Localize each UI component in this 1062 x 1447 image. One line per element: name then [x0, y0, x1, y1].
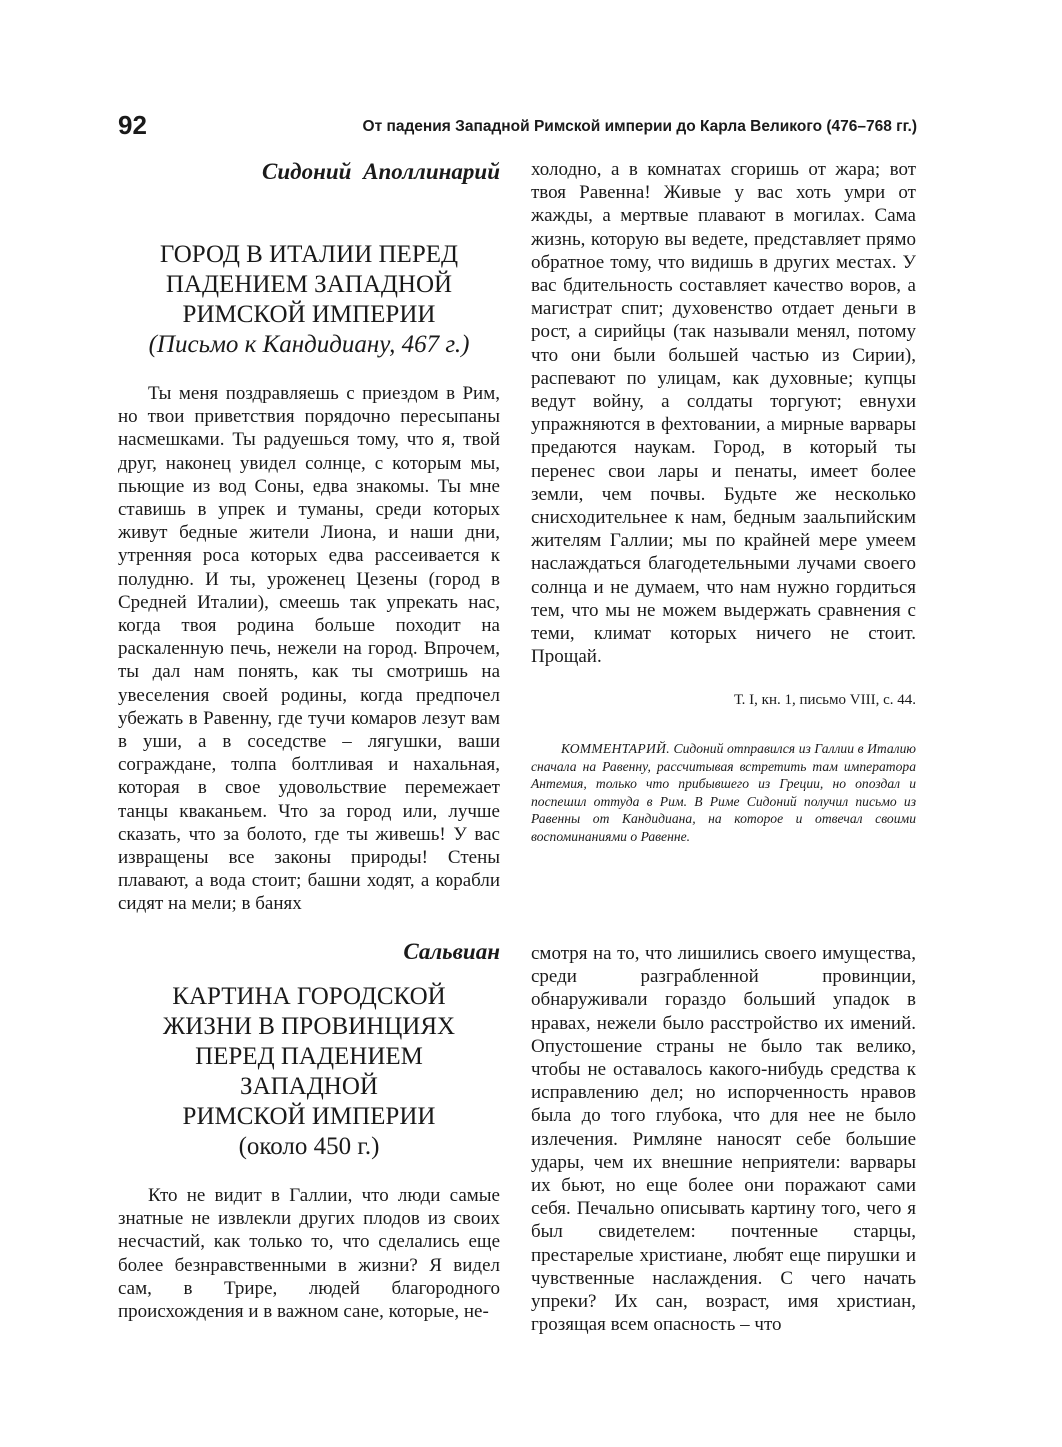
section2-title-line: РИМСКОЙ ИМПЕРИИ [182, 1103, 436, 1130]
section1-body-left: Ты меня поздравляешь с приездом в Рим, но твои приветствия порядочно пересыпаны насмешками. Ты радуешься тому, что я, твой друг, наконец увидел солнце, с которым мы, пьющие из вод Соны, едва знакомы. Ты мне ставишь в упрек и туманы, среди которых живут бедные жители Лиона, и наши дни, утренняя роса которых едва рассеивается к полудню. И ты, уроженец Цезены (город в Средней Италии), смеешь так упрекать нас, когда твоя родина больше походит на раскаленную печь, нежели на город. Впрочем, ты дал нам понять, как ты смотришь на увеселения своей родины, когда предпочел убежать в Равенну, где тучи комаров лезут вам в уши, а в соседстве – лягушки, ваши сограждане, толпа болтливая и нахальная, которая в свое удовольствие перемежает танцы кваканьем. Что за город или, лучше сказать, что за болото, где ты живешь! У вас извращены все законы природы! Стены плавают, а вода стоит; башни ходят, а корабли сидят на мели; в банях [118, 383, 500, 915]
section2-author: Сальвиан [403, 939, 500, 964]
section2-title-line: ЗАПАДНОЙ [240, 1073, 378, 1100]
page-number: 92 [118, 110, 147, 140]
section1-author: Сидоний Аполлинарий [262, 159, 500, 184]
section2-left-column [118, 938, 500, 1323]
section1-source: Т. I, кн. 1, письмо VIII, с. 44. [734, 692, 916, 709]
section2-subtitle: (около 450 г.) [238, 1133, 380, 1160]
section2-right-column [531, 942, 916, 1336]
section1-title-line: ГОРОД В ИТАЛИИ ПЕРЕД [159, 241, 459, 268]
commentary-text: Сидоний отправился из Галлии в Италию сначала на Равенну, рассчитывая встретить там императора Антемия, только что прибывшего из Греции, но опоздал и поспешил оттуда в Рим. В Риме Сидоний получил письмо из Равенны от Кандидиана, на которое и отвечал своими воспоминаниями о Равенне. [531, 741, 916, 844]
section1-right-column [531, 158, 916, 845]
section2-title [118, 982, 500, 1132]
section2-title-line: ПЕРЕД ПАДЕНИЕМ [195, 1043, 423, 1070]
section2-body-left: Кто не видит в Галлии, что люди самые знатные не извлекли других плодов из своих несчастий, как только то, что сделались еще более безнравственными в жизни? Я видел сам, в Трире, людей благородного происхождения и в важном сане, которые, не- [118, 1185, 500, 1323]
commentary-lead: КОММЕНТАРИЙ. [561, 741, 670, 757]
section1-title [118, 240, 500, 330]
section1-body-right: холодно, а в комнатах сгоришь от жара; вот твоя Равенна! Живые у вас хоть умри от жажды, а мертвые плавают в могилах. Сама жизнь, которую вы ведете, представляет прямо обратное тому, что видишь в других местах. У вас бдительность составляет качество воров, а магистрат спит; духовенство отдает деньги в рост, а сирийцы (так называли менял, потому что они были большей частью из Сирии), распевают по улицам, как духовные; купцы ведут войну, а солдаты торгуют; евнухи упражняются в фехтовании, а мирные варвары предаются наукам. Город, в который ты перенес свои лары и пенаты, имеет более земли, чем почвы. Будьте же несколько снисходительнее к нам, бедным заальпийским жителям Галлии; мы по крайней мере умеем наслаждаться благодетельными лучами своего солнца и не думаем, что нам нужно гордиться тем, что мы не можем выдержать сравнения с теми, климат которых ничего не стоит. Прощай. [531, 159, 916, 668]
section1-title-line: ПАДЕНИЕМ ЗАПАДНОЙ [165, 271, 453, 298]
running-head: От падения Западной Римской империи до Карла Великого (476–768 гг.) [362, 118, 917, 135]
section2-body-right: смотря на то, что лишились своего имущества, среди разграбленной провинции, обнаруживали гораздо больший упадок в нравах, нежели было расстройство их имений. Опустошение страны не было так велико, чтобы не оставалось какого-нибудь средства к исправлению дел; но испорченность нравов была до того глубока, что для нее не было излечения. Римляне наносят себе большие удары, чем их внешние неприятели: варвары их бьют, но еще более они поражают сами себя. Печально описывать картину того, чего я был свидетелем: почтенные старцы, престарелые христиане, любят еще пирушки и чувственные наслаждения. С чего начать упреки? Их сан, возраст, имя христиан, грозящая всем опасность – что [531, 943, 916, 1336]
section1-commentary [531, 740, 916, 845]
section2-title-line: ЖИЗНИ В ПРОВИНЦИЯХ [162, 1013, 456, 1040]
section1-subtitle: (Письмо к Кандидиану, 467 г.) [148, 331, 470, 358]
section1-left-column [118, 158, 500, 916]
section1-title-line: РИМСКОЙ ИМПЕРИИ [182, 301, 436, 328]
section2-title-line: КАРТИНА ГОРОДСКОЙ [172, 983, 446, 1010]
